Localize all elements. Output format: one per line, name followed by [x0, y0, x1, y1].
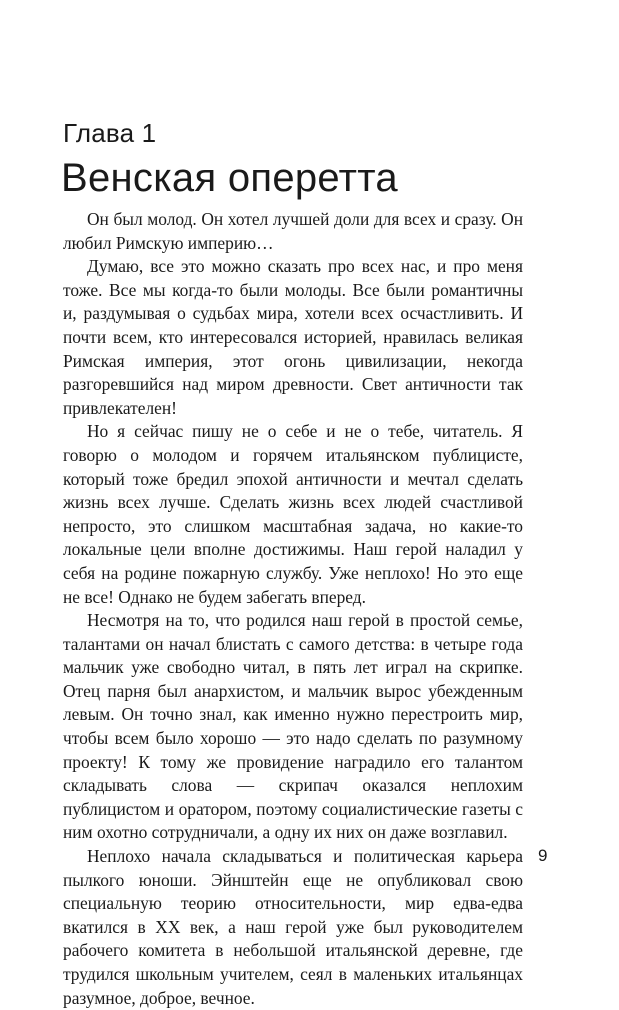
- paragraph: Думаю, все это можно сказать про всех нас, и про меня тоже. Все мы когда-то были молоды. Все были романтичны и, раздумывая о судьбах мира, хотели всех осчастливить. И почти всем, кто интересовался историей, нравилась великая Римская империя, этот огонь цивилизации, некогда разгоревшийся над миром древности. Свет античности так привлекателен!: [63, 256, 523, 418]
- paragraph: Но я сейчас пишу не о себе и не о тебе, читатель. Я говорю о молодом и горячем итальянском публицисте, который тоже бредил эпохой античности и мечтал сделать жизнь всех лучше. Сделать жизнь всех людей счастливой непросто, это слишком масштабная задача, но какие-то локальные цели вполне достижимы. Наш герой наладил у себя на родине пожарную службу. Уже неплохо! Но это еще не все! Однако не будем забегать вперед.: [63, 421, 523, 607]
- paragraph: Несмотря на то, что родился наш герой в простой семье, талантами он начал блистать с самого детства: в четыре года мальчик уже свободно читал, в пять лет играл на скрипке. Отец парня был анархистом, и мальчик вырос убежденным левым. Он точно знал, как именно нужно перестроить мир, чтобы всем было хорошо — это надо сделать по разумному проекту! К тому же провидение наградило его талантом складывать слова — скрипач оказался неплохим публицистом и оратором, поэтому социалистические газеты с ним охотно сотрудничали, а одну их них он даже возглавил.: [63, 610, 523, 843]
- chapter-body: [63, 208, 523, 1010]
- page-number: 9: [538, 846, 548, 865]
- paragraph: Он был молод. Он хотел лучшей доли для всех и сразу. Он любил Римскую империю…: [63, 209, 523, 253]
- paragraph: Неплохо начала складываться и политическая карьера пылкого юноши. Эйнштейн еще не опубликовал свою специальную теорию относительности, мир едва-едва вкатился в XX век, а наш герой уже был руководителем рабочего комитета в небольшой итальянской деревне, где трудился школьным учителем, сеял в маленьких итальянцах разумное, доброе, вечное.: [63, 846, 523, 1008]
- chapter-label: Глава 1: [63, 118, 157, 148]
- chapter-title: Венская оперетта: [61, 156, 398, 200]
